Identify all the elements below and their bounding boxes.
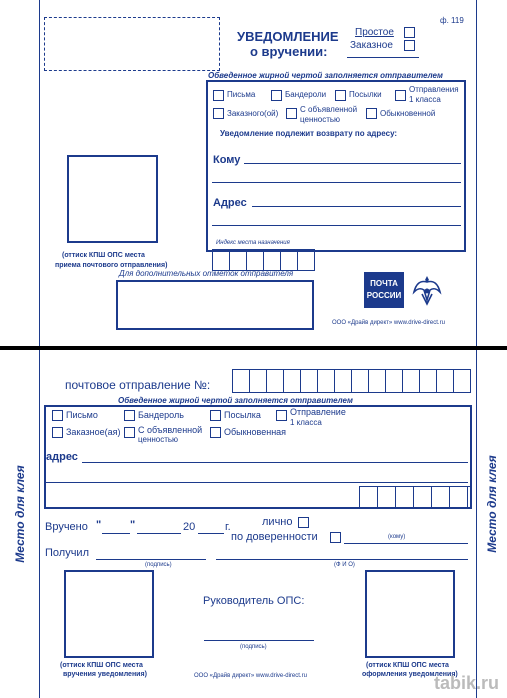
type-letters-checkbox[interactable] (213, 90, 224, 101)
pochta-logo (364, 272, 404, 308)
b-type-registered-checkbox[interactable] (52, 427, 63, 438)
signature-line (96, 559, 206, 560)
b-type-first-class-checkbox[interactable] (276, 410, 287, 421)
sender-note-bottom: Обведенное жирной чертой заполняется отправителем (118, 396, 353, 405)
glue-label-left: Место для клея (13, 465, 27, 563)
year-prefix: 20 (183, 521, 196, 533)
stamp-caption-top-1: (оттиск КПШ ОПС места (62, 252, 145, 259)
b-type-ordinary-checkbox[interactable] (210, 427, 221, 438)
extra-marks-box[interactable] (116, 280, 314, 330)
type-letters-label: Письма (227, 90, 256, 99)
type-ordinary-label: Обыкновенной (380, 109, 436, 118)
option-registered-label: Заказное (350, 40, 393, 51)
by-proxy-label: по доверенности (231, 531, 318, 543)
day-line (102, 533, 130, 534)
logo-line-1: ПОЧТА (370, 279, 398, 288)
to-whom-caption: (кому) (388, 534, 406, 540)
delivered-label: Вручено (45, 521, 88, 533)
type-first-class-label-1: Отправления (409, 85, 459, 94)
year-suffix: г. (225, 521, 231, 533)
type-parcels-checkbox[interactable] (335, 90, 346, 101)
stamp-right-caption-1: (оттиск КПШ ОПС места (366, 662, 449, 669)
b-type-parcel-small-checkbox[interactable] (124, 410, 135, 421)
eagle-emblem-icon (412, 274, 442, 306)
stamp-left-caption-2: вручения уведомления) (63, 671, 147, 678)
extra-marks-label: Для дополнительных отметок отправителя (119, 269, 294, 278)
stamp-box-bottom-left (64, 570, 154, 658)
b-address-line-1 (82, 462, 468, 463)
type-declared-label-2: ценностью (300, 115, 341, 124)
stamp-right-caption-2: оформления уведомления) (362, 671, 458, 678)
glue-label-right: Место для клея (485, 455, 499, 553)
credit-bottom: ООО «Драйв директ» www.drive-direct.ru (194, 673, 307, 679)
b-type-declared-label-2: ценностью (138, 435, 179, 444)
logo-line-2: РОССИИ (366, 291, 402, 300)
form-number: ф. 119 (440, 16, 464, 25)
b-type-first-class-label-1: Отправление (290, 407, 346, 417)
b-type-first-class-label-2: 1 класса (290, 418, 322, 427)
b-type-parcel-checkbox[interactable] (210, 410, 221, 421)
option-simple-label: Простое (355, 27, 394, 38)
signature-caption: (подпись) (145, 562, 172, 568)
head-signature-line (204, 640, 314, 641)
received-label: Получил (45, 547, 89, 559)
name-caption: (Ф И О) (334, 562, 355, 568)
b-type-registered-label: Заказное(ая) (66, 427, 121, 437)
stamp-caption-top-2: приема почтового отправления) (55, 262, 168, 269)
b-type-letter-label: Письмо (66, 410, 98, 420)
type-parcels-label: Посылки (349, 90, 382, 99)
b-address-line-2 (46, 482, 468, 483)
type-declared-checkbox[interactable] (286, 108, 297, 119)
watermark: tabik.ru (434, 673, 500, 693)
page-subtitle: о вручении: (250, 44, 328, 59)
type-parcels-small-checkbox[interactable] (271, 90, 282, 101)
type-parcels-small-label: Бандероли (285, 90, 327, 99)
address-line-1 (252, 206, 461, 207)
address-label: Адрес (213, 197, 247, 209)
type-ordinary-checkbox[interactable] (366, 108, 377, 119)
shipment-label: почтовое отправление №: (65, 378, 211, 392)
personally-label: лично (262, 516, 293, 528)
stamp-area-dashed (44, 17, 220, 71)
return-note: Уведомление подлежит возврату по адресу: (220, 129, 398, 138)
b-postcode-cells[interactable] (359, 486, 472, 509)
type-declared-label-1: С объявленной (300, 105, 358, 114)
type-registered-checkbox[interactable] (213, 108, 224, 119)
head-signature-caption: (подпись) (240, 644, 267, 650)
stamp-box-top (67, 155, 158, 243)
stamp-box-bottom-right (365, 570, 455, 658)
title-underline (347, 57, 419, 58)
month-line (137, 533, 181, 534)
name-line (216, 559, 468, 560)
b-type-ordinary-label: Обыкновенная (224, 427, 287, 437)
page-title: УВЕДОМЛЕНИЕ (237, 29, 339, 44)
b-type-parcel-label: Посылка (224, 410, 261, 420)
option-registered-checkbox[interactable] (404, 40, 415, 51)
quote-open: " (96, 519, 102, 531)
postcode-label: Индекс места назначения (216, 240, 290, 246)
sender-note-top: Обведенное жирной чертой заполняется отправителем (208, 71, 443, 80)
b-type-declared-label-1: С объявленной (138, 425, 203, 435)
to-line-2 (212, 182, 461, 183)
stamp-left-caption-1: (оттиск КПШ ОПС места (60, 662, 143, 669)
tear-line (0, 346, 507, 350)
type-registered-label: Заказного(ой) (227, 109, 279, 118)
shipment-number-cells[interactable] (232, 369, 471, 393)
b-type-declared-checkbox[interactable] (124, 427, 135, 438)
to-line-1 (244, 163, 461, 164)
type-first-class-checkbox[interactable] (395, 90, 406, 101)
head-label: Руководитель ОПС: (203, 595, 305, 607)
quote-close: " (130, 519, 136, 531)
by-proxy-checkbox[interactable] (330, 532, 341, 543)
option-simple-checkbox[interactable] (404, 27, 415, 38)
to-label: Кому (213, 154, 241, 166)
b-address-label: адрес (46, 451, 78, 463)
type-first-class-label-2: 1 класса (409, 95, 441, 104)
personally-checkbox[interactable] (298, 517, 309, 528)
to-whom-line (344, 543, 468, 544)
postcode-cells[interactable] (212, 249, 315, 271)
credit-top: ООО «Драйв директ» www.drive-direct.ru (332, 320, 445, 326)
year-line (198, 533, 224, 534)
address-line-2 (212, 225, 461, 226)
b-type-parcel-small-label: Бандероль (138, 410, 184, 420)
b-type-letter-checkbox[interactable] (52, 410, 63, 421)
